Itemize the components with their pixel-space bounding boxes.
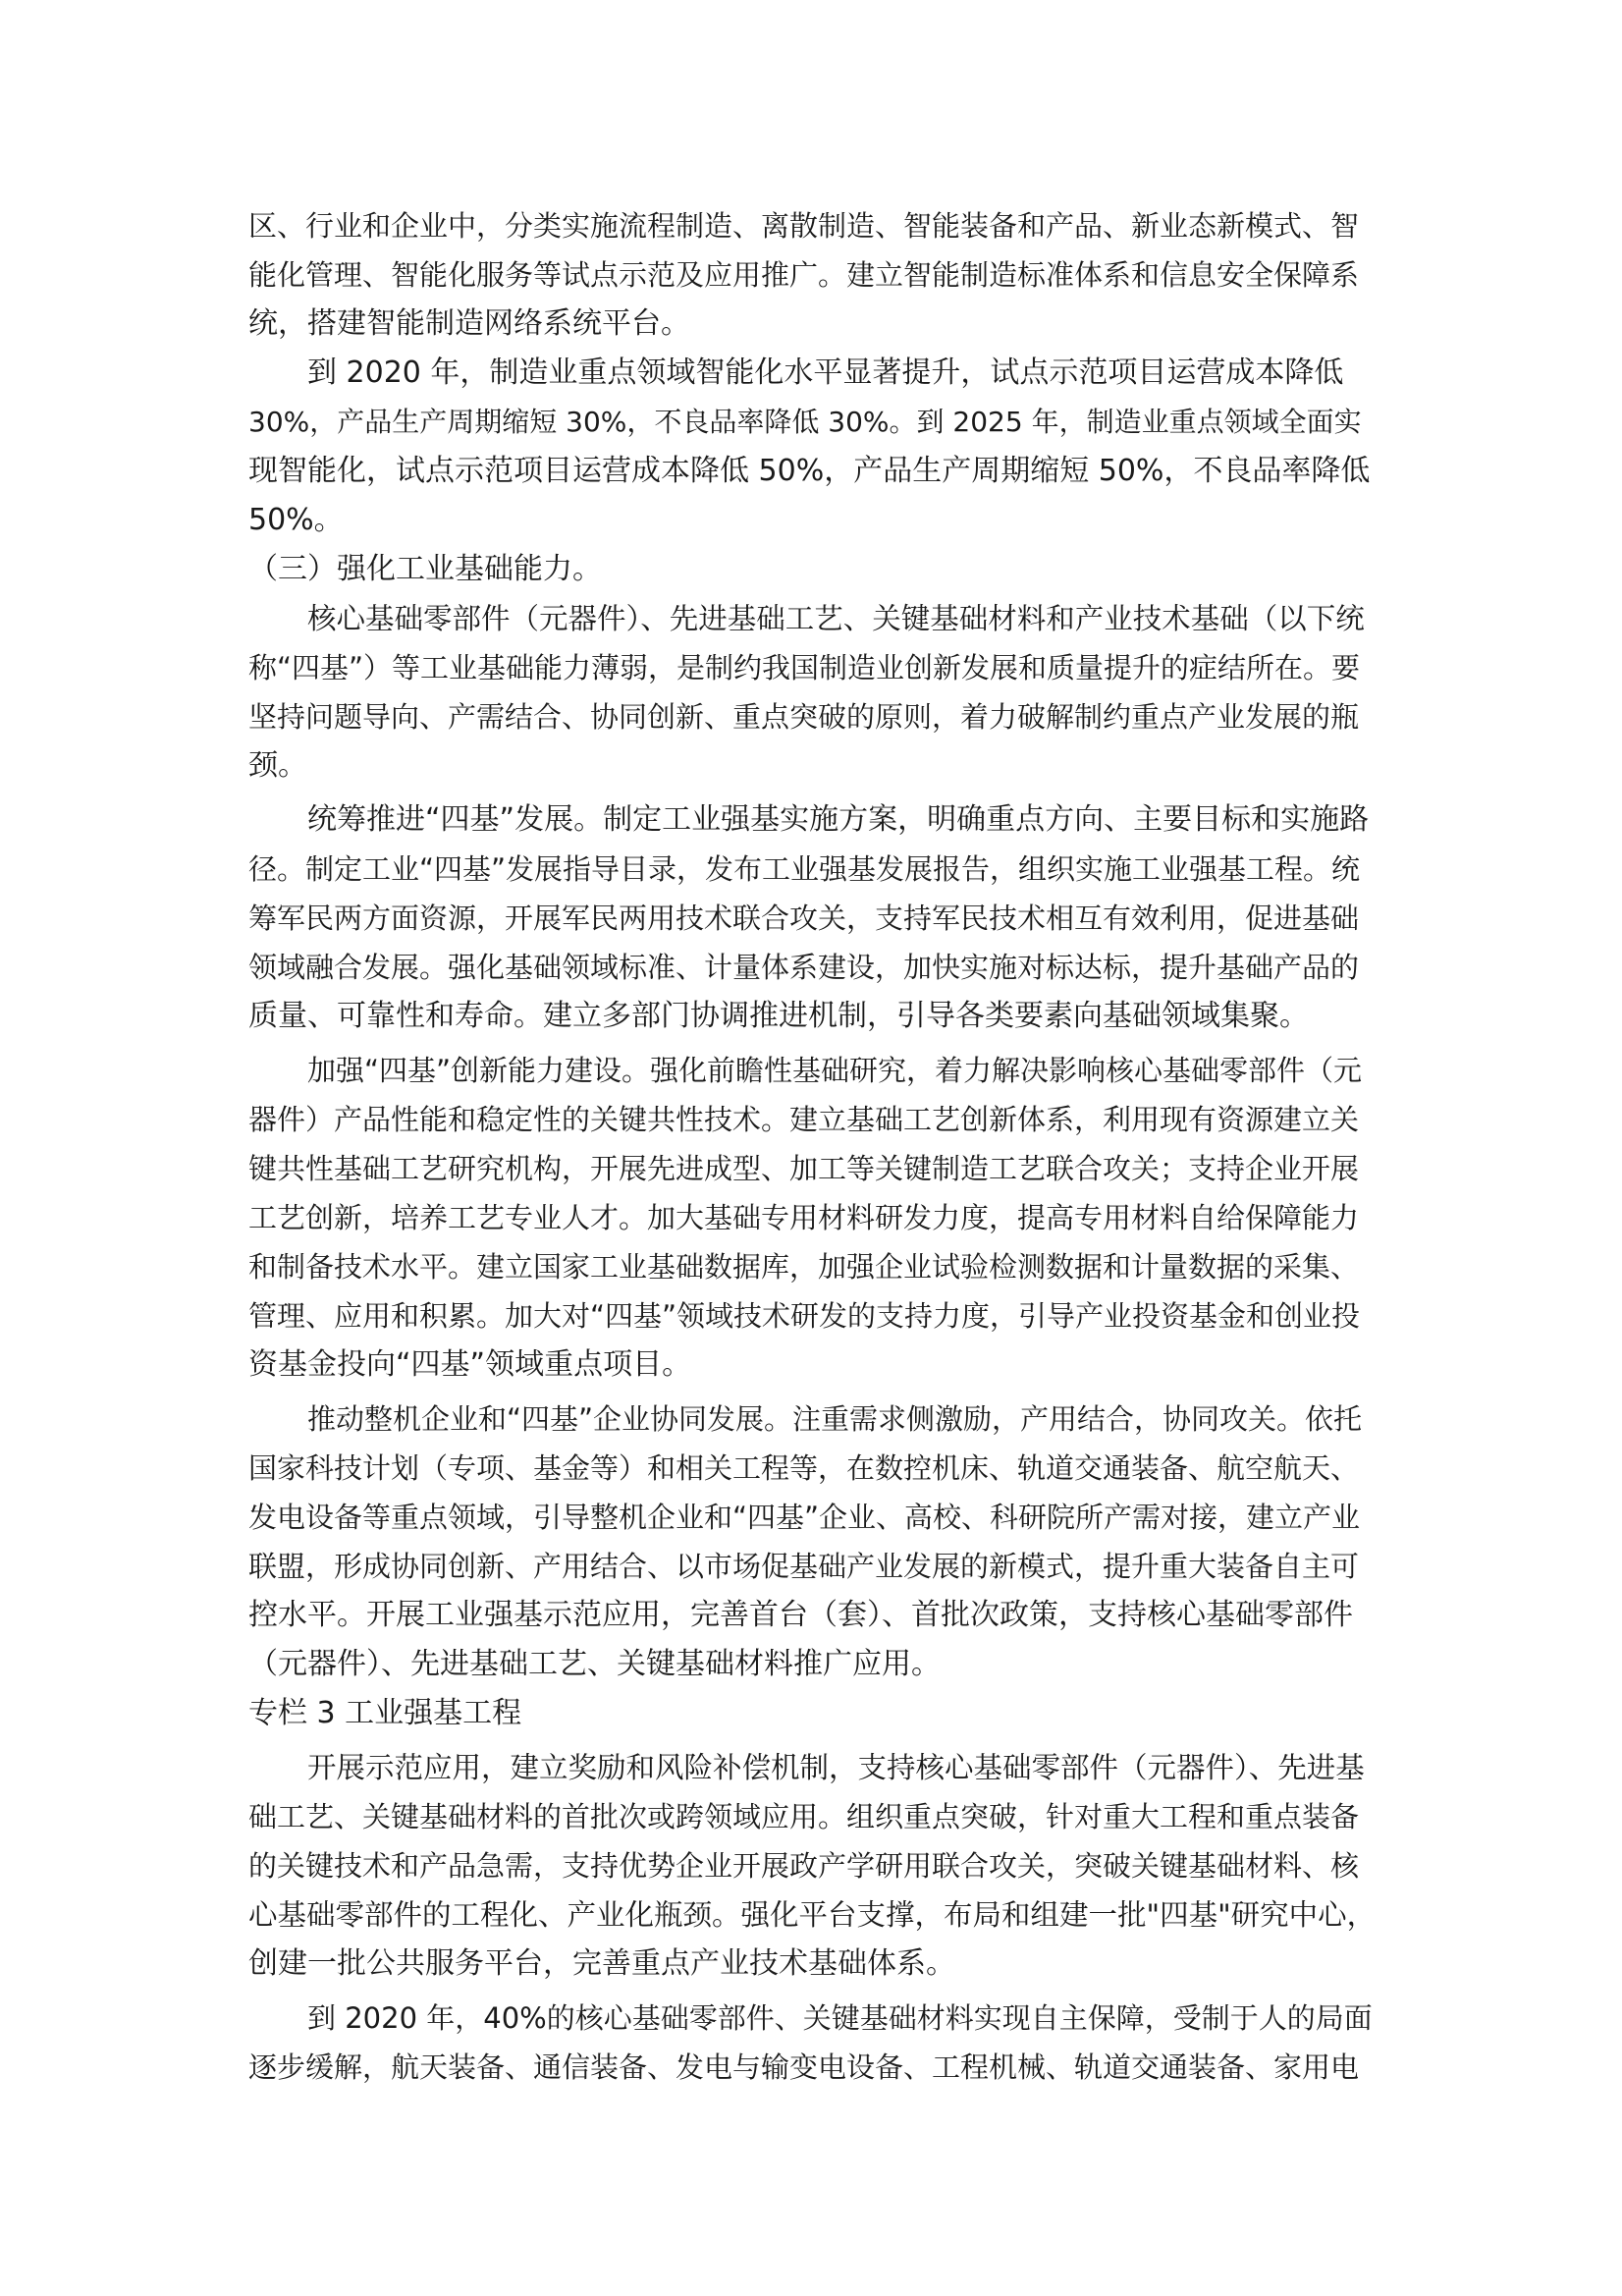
text-line: 开展示范应用，建立奖励和风险补偿机制，支持核心基础零部件（元器件）、先进基: [307, 1751, 1365, 1784]
text-line: 核心基础零部件（元器件）、先进基础工艺、关键基础材料和产业技术基础（以下统: [307, 602, 1365, 635]
text-line: 区、行业和企业中，分类实施流程制造、离散制造、智能装备和产品、新业态新模式、智: [248, 209, 1360, 243]
text-line: （元器件）、先进基础工艺、关键基础材料推广应用。: [248, 1647, 941, 1681]
text-line: 筹军民两方面资源，开展军民两用技术联合攻关，支持军民技术相互有效利用，促进基础: [248, 902, 1360, 935]
text-line: 专栏 3 工业强基工程: [248, 1696, 522, 1730]
text-line: 工艺创新，培养工艺专业人才。加大基础专用材料研发力度，提高专用材料自给保障能力: [248, 1201, 1360, 1234]
text-line: 颈。: [248, 748, 307, 783]
text-line: 到 2020 年，制造业重点领域智能化水平显著提升，试点示范项目运营成本降低: [307, 355, 1344, 390]
text-line: 国家科技计划（专项、基金等）和相关工程等，在数控机床、轨道交通装备、航空航天、: [248, 1451, 1360, 1485]
text-line: 统，搭建智能制造网络系统平台。: [248, 306, 690, 341]
text-line: 管理、应用和积累。加大对“四基”领域技术研发的支持力度，引导产业投资基金和创业投: [248, 1299, 1361, 1333]
text-line: 能化管理、智能化服务等试点示范及应用推广。建立智能制造标准体系和信息安全保障系: [248, 258, 1360, 292]
text-line: 心基础零部件的工程化、产业化瓶颈。强化平台支撑，布局和组建一批"四基"研究中心，: [248, 1898, 1377, 1932]
text-line: 现智能化，试点示范项目运营成本降低 50%，产品生产周期缩短 50%，不良品率降低: [248, 454, 1371, 488]
text-line: 坚持问题导向、产需结合、协同创新、重点突破的原则，着力破解制约重点产业发展的瓶: [248, 700, 1360, 734]
text-line: 称“四基”）等工业基础能力薄弱，是制约我国制造业创新发展和质量提升的症结所在。要: [248, 651, 1361, 684]
text-line: 创建一批公共服务平台，完善重点产业技术基础体系。: [248, 1946, 955, 1981]
text-line: 资基金投向“四基”领域重点项目。: [248, 1347, 692, 1382]
text-line: 到 2020 年，40%的核心基础零部件、关键基础材料实现自主保障，受制于人的局面: [307, 2001, 1373, 2035]
text-line: 联盟，形成协同创新、产用结合、以市场促基础产业发展的新模式，提升重大装备自主可: [248, 1550, 1360, 1583]
text-line: 统筹推进“四基”发展。制定工业强基实施方案，明确重点方向、主要目标和实施路: [307, 802, 1370, 837]
text-line: 键共性基础工艺研究机构，开展先进成型、加工等关键制造工艺联合攻关；支持企业开展: [248, 1152, 1360, 1185]
text-line: 和制备技术水平。建立国家工业基础数据库，加强企业试验检测数据和计量数据的采集、: [248, 1250, 1360, 1284]
text-line: 础工艺、关键基础材料的首批次或跨领域应用。组织重点突破，针对重大工程和重点装备: [248, 1800, 1360, 1833]
text-line: 逐步缓解，航天装备、通信装备、发电与输变电设备、工程机械、轨道交通装备、家用电: [248, 2050, 1360, 2084]
text-line: 器件）产品性能和稳定性的关键共性技术。建立基础工艺创新体系，利用现有资源建立关: [248, 1103, 1360, 1136]
text-line: 径。制定工业“四基”发展指导目录，发布工业强基发展报告，组织实施工业强基工程。统: [248, 852, 1361, 886]
text-line: 30%，产品生产周期缩短 30%，不良品率降低 30%。到 2025 年，制造业重点领域全面实: [248, 406, 1362, 438]
text-line: （三）强化工业基础能力。: [248, 552, 602, 586]
text-line: 领域融合发展。强化基础领域标准、计量体系建设，加快实施对标达标，提升基础产品的: [248, 951, 1360, 984]
text-line: 推动整机企业和“四基”企业协同发展。注重需求侧激励，产用结合，协同攻关。依托: [307, 1402, 1363, 1436]
text-line: 的关键技术和产品急需，支持优势企业开展政产学研用联合攻关，突破关键基础材料、核: [248, 1849, 1360, 1883]
text-line: 质量、可靠性和寿命。建立多部门协调推进机制，引导各类要素向基础领域集聚。: [248, 999, 1309, 1033]
text-line: 加强“四基”创新能力建设。强化前瞻性基础研究，着力解决影响核心基础零部件（元: [307, 1054, 1363, 1087]
text-line: 发电设备等重点领域，引导整机企业和“四基”企业、高校、科研院所产需对接，建立产业: [248, 1501, 1361, 1534]
text-line: 50%。: [248, 503, 344, 537]
text-line: 控水平。开展工业强基示范应用，完善首台（套）、首批次政策，支持核心基础零部件: [248, 1598, 1353, 1632]
